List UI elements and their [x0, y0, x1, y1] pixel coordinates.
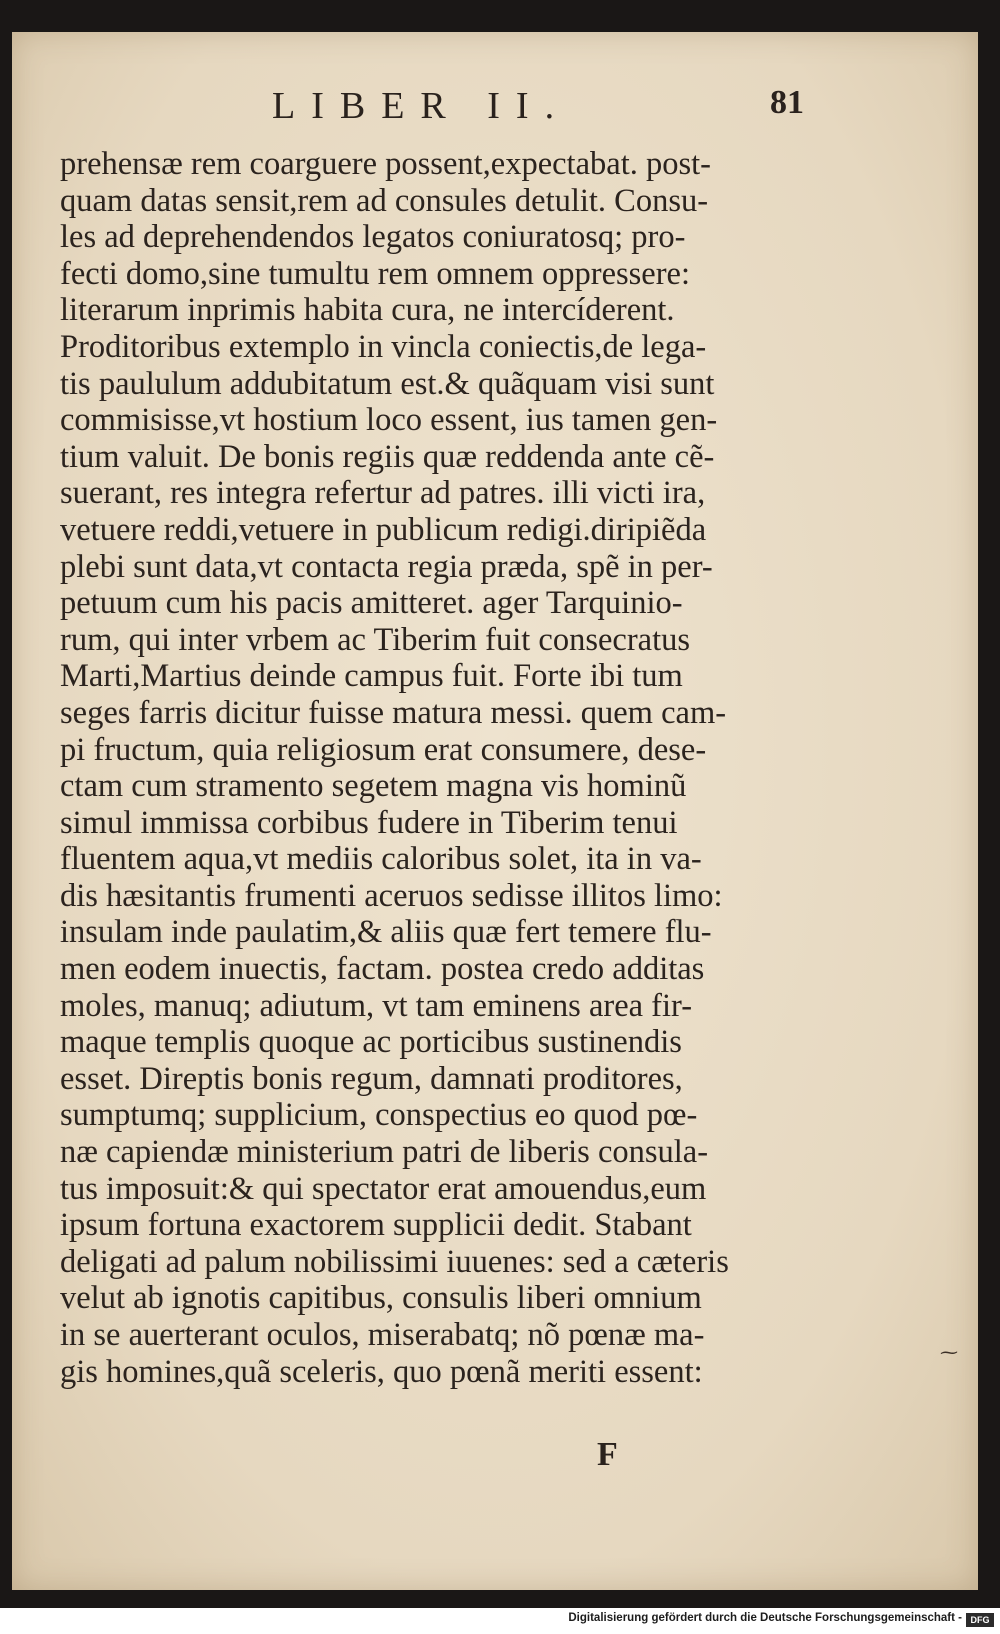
dfg-logo: DFG — [966, 1613, 994, 1627]
running-head: LIBER II. — [272, 85, 571, 127]
text-line: dis hæsitantis frumenti aceruos sedisse illitos limo: — [60, 877, 723, 914]
text-line: petuum cum his pacis amitteret. ager Tarquinio- — [60, 585, 683, 622]
text-line: vetuere reddi,vetuere in publicum redigi.diripiẽda — [60, 511, 707, 548]
text-line: ipsum fortuna exactorem supplicii dedit. Stabant — [60, 1207, 692, 1244]
text-line: næ capiendæ ministerium patri de liberis consula- — [60, 1134, 709, 1171]
text-line: ctam cum stramento segetem magna vis hominũ — [60, 768, 687, 805]
text-line: tis paululum addubitatum est.& quãquam visi sunt — [60, 365, 715, 402]
signature-mark: F — [597, 1436, 618, 1473]
text-line: tium valuit. De bonis regiis quæ reddenda ante cẽ- — [60, 438, 715, 475]
text-line: plebi sunt data,vt contacta regia præda, spẽ in per- — [60, 548, 713, 585]
text-line: quam datas sensit,rem ad consules detulit. Consu- — [60, 182, 709, 219]
text-body — [60, 146, 812, 1390]
text-line: sumptumq; supplicium, conspectius eo quod pœ- — [60, 1097, 698, 1134]
text-line: deligati ad palum nobilissimi iuuenes: sed a cæteris — [60, 1243, 729, 1280]
text-line: rum, qui inter vrbem ac Tiberim fuit consecratus — [60, 621, 691, 658]
text-line: commisisse,vt hostium loco essent, ius tamen gen- — [60, 402, 718, 439]
margin-mark: ⁓ — [940, 1342, 958, 1362]
text-line: prehensæ rem coarguere possent,expectabat. post- — [60, 146, 711, 182]
funding-credit: Digitalisierung gefördert durch die Deutsche Forschungsgemeinschaft - — [568, 1612, 962, 1624]
text-line: pi fructum, quia religiosum erat consumere, dese- — [60, 731, 707, 768]
text-line: seges farris dicitur fuisse matura messi. quem cam- — [60, 694, 727, 731]
text-line: insulam inde paulatim,& aliis quæ fert temere flu- — [60, 914, 712, 951]
text-line: esset. Direptis bonis regum, damnati proditores, — [60, 1060, 683, 1097]
text-line: tus imposuit:& qui spectator erat amouendus,eum — [60, 1170, 707, 1207]
text-line: fecti domo,sine tumultu rem omnem oppressere: — [60, 255, 690, 292]
text-line: men eodem inuectis, factam. postea credo additas — [60, 951, 705, 988]
text-line: fluentem aqua,vt mediis caloribus solet, ita in va- — [60, 841, 702, 878]
text-line: suerant, res integra refertur ad patres. illi victi ira, — [60, 475, 706, 512]
footer-bar — [0, 1608, 1000, 1634]
text-line: moles, manuq; adiutum, vt tam eminens area fir- — [60, 987, 693, 1024]
text-line: maque templis quoque ac porticibus sustinendis — [60, 1024, 682, 1061]
text-line: Marti,Martius deinde campus fuit. Forte ibi tum — [60, 658, 683, 695]
folio-number: 81 — [770, 84, 804, 121]
text-line: literarum inprimis habita cura, ne intercíderent. — [60, 292, 675, 329]
book-page — [12, 32, 978, 1590]
text-line: Proditoribus extemplo in vincla coniectis,de lega- — [60, 328, 707, 365]
text-line: gis homines,quã sceleris, quo pœnã meriti essent: — [60, 1353, 703, 1390]
text-line: velut ab ignotis capitibus, consulis liberi omnium — [60, 1280, 702, 1317]
text-line: simul immissa corbibus fudere in Tiberim tenui — [60, 804, 678, 841]
text-line: les ad deprehendendos legatos coniuratosq; pro- — [60, 219, 686, 256]
text-line: in se auerterant oculos, miserabatq; nõ pœnæ ma- — [60, 1317, 705, 1353]
